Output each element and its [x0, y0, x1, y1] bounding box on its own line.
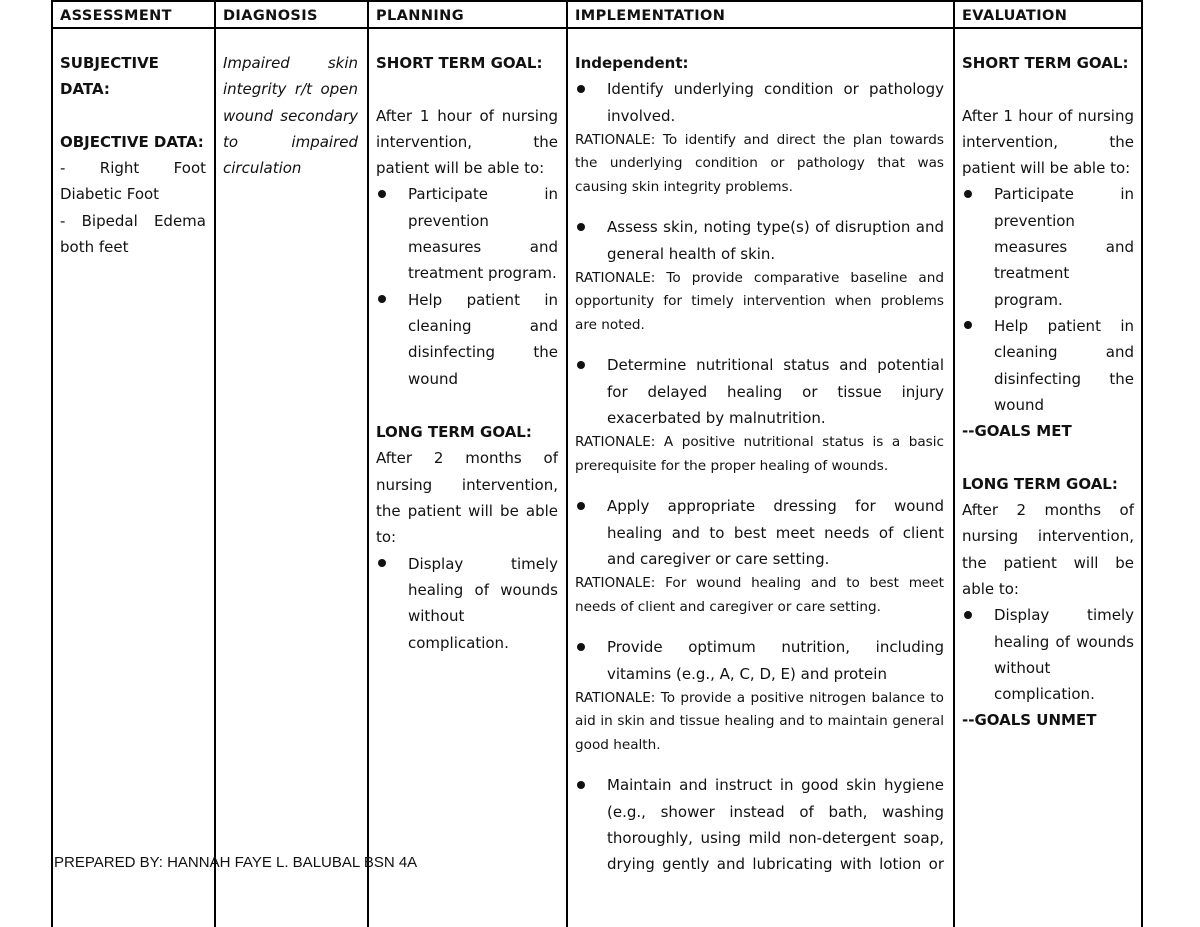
intervention-rationale: RATIONALE: To identify and direct the plan towards the underlying condition or pathology that was causing skin integrity problems. — [575, 131, 944, 195]
eval-short-term-goal-item: Help patient in cleaning and disinfecting the wound — [962, 313, 1134, 418]
independent-label: Independent: — [575, 54, 689, 72]
prepared-by: PREPARED BY: HANNAH FAYE L. BALUBAL BSN 4A — [54, 854, 418, 871]
long-term-goal-label: LONG TERM GOAL: — [376, 423, 532, 442]
intervention-group — [575, 772, 944, 877]
planning-cell — [376, 50, 558, 656]
intervention-group — [575, 493, 944, 619]
intervention-group — [575, 634, 944, 757]
intervention-item: Identify underlying condition or pathology involved. — [575, 76, 944, 129]
eval-long-term-goal-item: Display timely healing of wounds without complication. — [962, 602, 1134, 707]
short-term-goal-result: --GOALS MET — [962, 422, 1072, 441]
table-border-top — [51, 0, 1143, 2]
short-term-goal-label: SHORT TERM GOAL: — [376, 54, 543, 72]
header-implementation: IMPLEMENTATION — [575, 8, 726, 24]
intervention-rationale: RATIONALE: A positive nutritional status is a basic prerequisite for the proper healing of wounds. — [575, 434, 944, 474]
column-divider — [566, 0, 568, 927]
short-term-goal-item: Participate in prevention measures and treatment program. — [376, 181, 558, 286]
column-divider — [214, 0, 216, 927]
eval-short-term-goal-intro: After 1 hour of nursing intervention, the patient will be able to: — [962, 106, 1134, 178]
eval-long-term-goal-label: LONG TERM GOAL: — [962, 474, 1118, 493]
long-term-goal-intro: After 2 months of nursing intervention, the patient will be able to: — [376, 449, 558, 547]
intervention-rationale: RATIONALE: For wound healing and to best meet needs of client and caregiver or care setting. — [575, 575, 944, 615]
intervention-item: Provide optimum nutrition, including vitamins (e.g., A, C, D, E) and protein — [575, 634, 944, 687]
assessment-cell — [60, 50, 206, 260]
long-term-goal-result: --GOALS UNMET — [962, 711, 1097, 730]
header-planning: PLANNING — [376, 8, 464, 24]
intervention-item: Determine nutritional status and potential for delayed healing or tissue injury exacerbated by malnutrition. — [575, 352, 944, 431]
intervention-item: Assess skin, noting type(s) of disruption and general health of skin. — [575, 214, 944, 267]
objective-data-item: - Right Foot Diabetic Foot — [60, 159, 206, 204]
diagnosis-cell — [223, 50, 358, 181]
short-term-goal-item: Help patient in cleaning and disinfecting the wound — [376, 287, 558, 392]
intervention-group — [575, 76, 944, 199]
nursing-diagnosis: Impaired skin integrity r/t open wound secondary to impaired circulation — [223, 54, 358, 178]
intervention-rationale: RATIONALE: To provide comparative baseline and opportunity for timely intervention when problems are noted. — [575, 269, 944, 333]
table-border-right — [1141, 0, 1143, 927]
column-divider — [953, 0, 955, 927]
evaluation-cell — [962, 50, 1134, 734]
table-border-left — [51, 0, 53, 927]
intervention-item: Apply appropriate dressing for wound healing and to best meet needs of client and caregiver or care setting. — [575, 493, 944, 572]
header-diagnosis: DIAGNOSIS — [223, 8, 318, 24]
header-row-divider — [51, 27, 1143, 29]
eval-long-term-goal-intro: After 2 months of nursing intervention, the patient will be able to: — [962, 501, 1134, 598]
implementation-cell — [575, 50, 944, 893]
column-divider — [367, 0, 369, 927]
subjective-data-label: SUBJECTIVE DATA: — [60, 54, 159, 99]
long-term-goal-item: Display timely healing of wounds without complication. — [376, 551, 558, 656]
eval-short-term-goal-item: Participate in prevention measures and treatment program. — [962, 181, 1134, 312]
intervention-rationale: RATIONALE: To provide a positive nitrogen balance to aid in skin and tissue healing and to maintain general good health. — [575, 689, 944, 753]
objective-data-label: OBJECTIVE DATA: — [60, 132, 204, 151]
eval-short-term-goal-label: SHORT TERM GOAL: — [962, 54, 1129, 72]
intervention-group — [575, 352, 944, 478]
header-assessment: ASSESSMENT — [60, 8, 172, 24]
intervention-item: Maintain and instruct in good skin hygiene (e.g., shower instead of bath, washing thoroughly, using mild non-detergent soap, drying gently and lubricating with lotion or — [575, 772, 944, 877]
header-evaluation: EVALUATION — [962, 8, 1068, 24]
objective-data-item: - Bipedal Edema both feet — [60, 211, 206, 257]
short-term-goal-intro: After 1 hour of nursing intervention, the patient will be able to: — [376, 106, 558, 178]
intervention-group — [575, 214, 944, 337]
